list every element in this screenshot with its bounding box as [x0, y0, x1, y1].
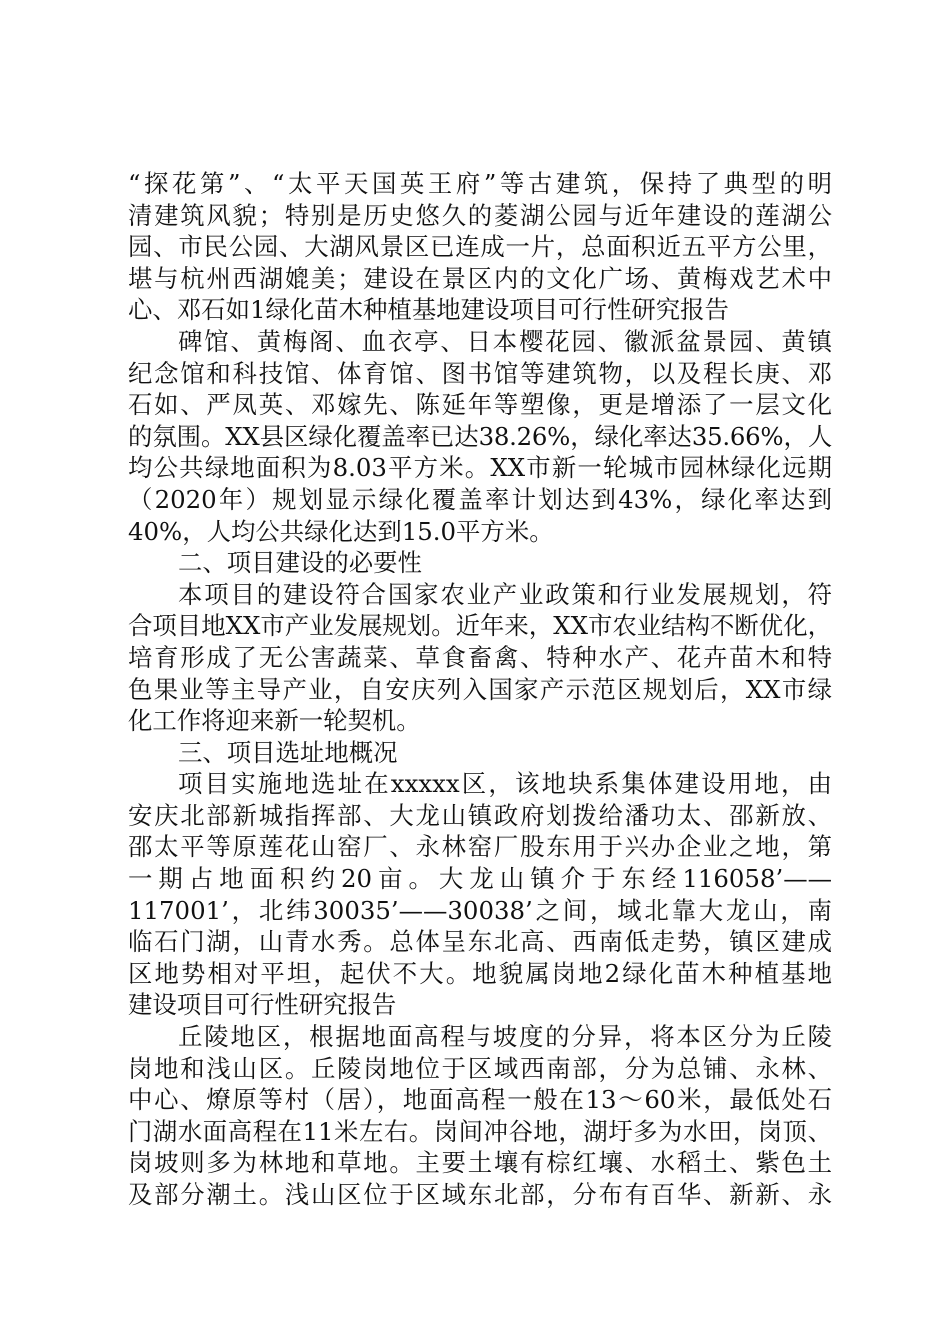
paragraph-4 — [128, 768, 832, 1021]
text-line: 心、邓石如1绿化苗木种植基地建设项目可行性研究报告 — [128, 295, 729, 325]
text-line: 建设项目可行性研究报告 — [128, 990, 397, 1020]
text-line: 合项目地XX市产业发展规划。近年来，XX市农业结构不断优化， — [128, 611, 832, 641]
paragraph-5 — [128, 1021, 832, 1211]
text-line: 碑馆、黄梅阁、血衣亭、日本樱花园、徽派盆景园、黄镇 — [178, 326, 832, 356]
text-line: 区地势相对平坦，起伏不大。地貌属岗地2绿化苗木种植基地 — [128, 958, 832, 988]
text-line: 本项目的建设符合国家农业产业政策和行业发展规划，符 — [178, 579, 832, 609]
paragraph-1 — [128, 168, 832, 326]
text-line: 项目实施地选址在xxxxx区，该地块系集体建设用地，由 — [178, 769, 832, 799]
text-line: 中心、燎原等村（居），地面高程一般在13～60米，最低处石 — [128, 1085, 832, 1115]
text-line: 及部分潮土。浅山区位于区域东北部，分布有百华、新新、永 — [128, 1180, 832, 1209]
text-line: 石如、严凤英、邓嫁先、陈延年等塑像，更是增添了一层文化 — [128, 390, 832, 420]
text-line: 清建筑风貌；特别是历史悠久的菱湖公园与近年建设的莲湖公 — [128, 200, 832, 230]
text-line: 117001’，北纬30035’——30038’之间，域北靠大龙山，南 — [128, 895, 832, 925]
text-line: 临石门湖，山青水秀。总体呈东北高、西南低走势，镇区建成 — [128, 927, 832, 957]
text-line: 均公共绿地面积为8.03平方米。XX市新一轮城市园林绿化远期 — [128, 453, 832, 483]
text-line: 门湖水面高程在11米左右。岗间冲谷地，湖圩多为水田，岗顶、 — [128, 1116, 832, 1146]
text-line: 堪与杭州西湖媲美；建设在景区内的文化广场、黄梅戏艺术中 — [128, 263, 832, 293]
text-line: 园、市民公园、大湖风景区已连成一片，总面积近五平方公里， — [128, 232, 832, 262]
paragraph-3 — [128, 579, 832, 737]
section-heading-necessity: 二、项目建设的必要性 — [178, 548, 422, 578]
text-line: 岗坡则多为林地和草地。主要土壤有棕红壤、水稻土、紫色土 — [128, 1148, 832, 1178]
document-page — [128, 168, 832, 1211]
section-heading-site-overview: 三、项目选址地概况 — [178, 737, 398, 767]
text-line: 安庆北部新城指挥部、大龙山镇政府划拨给潘功太、邵新放、 — [128, 800, 832, 830]
text-line: 化工作将迎来新一轮契机。 — [128, 706, 421, 736]
text-line: 40%，人均公共绿化达到15.0平方米。 — [128, 516, 554, 546]
text-line: 岗地和浅山区。丘陵岗地位于区域西南部，分为总铺、永林、 — [128, 1053, 832, 1083]
text-line: “探花第”、“太平天国英王府”等古建筑，保持了典型的明 — [128, 169, 832, 198]
text-line: 色果业等主导产业，自安庆列入国家产示范区规划后，XX市绿 — [128, 674, 832, 704]
text-line: 邵太平等原莲花山窑厂、永林窑厂股东用于兴办企业之地，第 — [128, 832, 832, 862]
paragraph-2 — [128, 326, 832, 547]
text-line: （2020年）规划显示绿化覆盖率计划达到43%，绿化率达到 — [128, 484, 832, 514]
text-line: 纪念馆和科技馆、体育馆、图书馆等建筑物，以及程长庚、邓 — [128, 358, 832, 388]
text-line: 的氛围。XX县区绿化覆盖率已达38.26%，绿化率达35.66%，人 — [128, 421, 832, 451]
text-line: 丘陵地区，根据地面高程与坡度的分异，将本区分为丘陵 — [178, 1022, 832, 1052]
text-line: 培育形成了无公害蔬菜、草食畜禽、特种水产、花卉苗木和特 — [128, 642, 832, 672]
text-line: 一期占地面积约20亩。大龙山镇介于东经116058’—— — [128, 864, 832, 894]
